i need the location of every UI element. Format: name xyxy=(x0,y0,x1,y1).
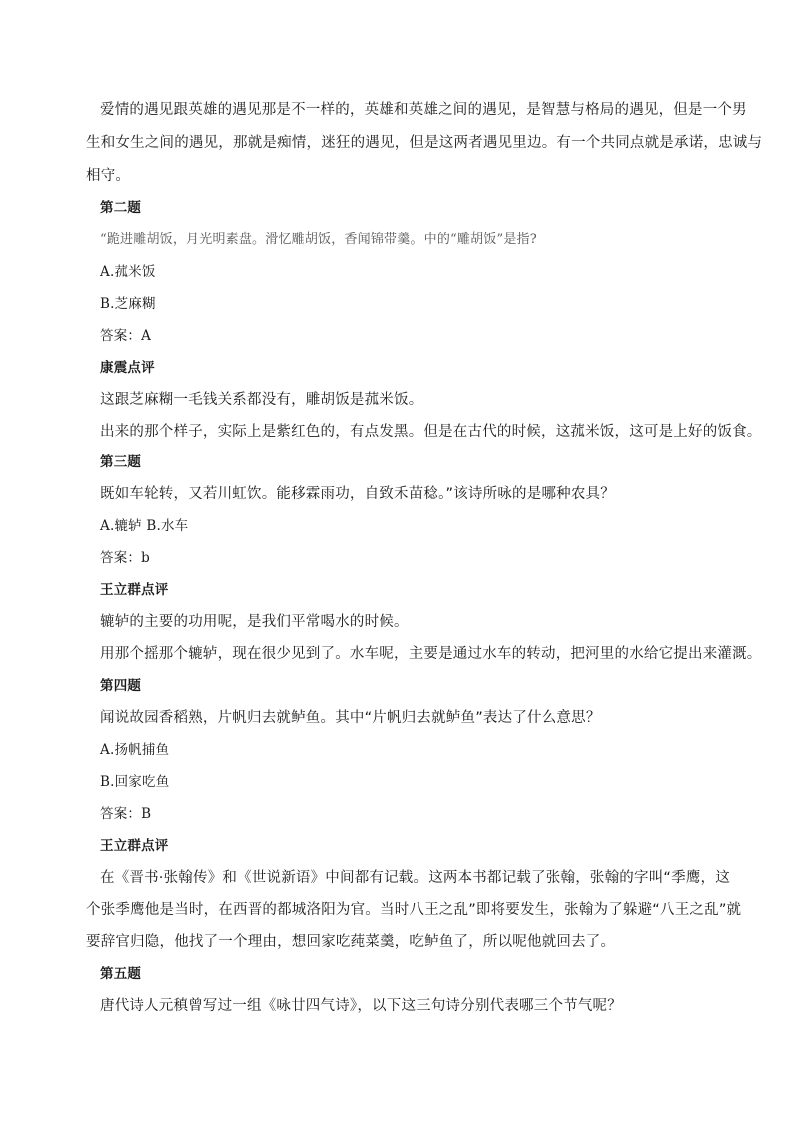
q4-comment-3: 要辞官归隐，他找了一个理由，想回家吃莼菜羹，吃鲈鱼了，所以呢他就回去了。 xyxy=(86,934,616,950)
q4-question: 闻说故园香稻熟，片帆归去就鲈鱼。其中“片帆归去就鲈鱼”表达了什么意思？ xyxy=(100,710,601,726)
q2-comment-2: 出来的那个样子，实际上是紫红色的，有点发黑。但是在古代的时候，这菰米饭，这可是上好的饭食。 xyxy=(100,424,762,440)
q3-options: A.辘轳 B.水车 xyxy=(100,518,189,534)
q3-answer: 答案：b xyxy=(100,550,150,566)
q4-option-a: A.扬帆捕鱼 xyxy=(100,742,170,758)
q2-comment-1: 这跟芝麻糊一毛钱关系都没有，雕胡饭是菰米饭。 xyxy=(100,392,424,408)
q3-title: 第三题 xyxy=(100,454,142,470)
q4-comment-1: 在《晋书·张翰传》和《世说新语》中间都有记载。这两本书都记载了张翰，张翰的字叫“季鹰，这 xyxy=(100,870,730,886)
intro-line-3: 相守。 xyxy=(86,168,131,184)
q3-question: 既如车轮转，又若川虹饮。能移霖雨功，自致禾苗稔。”该诗所咏的是哪种农具？ xyxy=(100,486,615,502)
q2-option-b: B.芝麻糊 xyxy=(100,296,156,312)
q2-commenter: 康震点评 xyxy=(100,360,155,376)
q4-title: 第四题 xyxy=(100,678,142,694)
q4-answer: 答案：B xyxy=(100,806,152,822)
q3-comment-1: 辘轳的主要的功用呢，是我们平常喝水的时候。 xyxy=(100,614,409,630)
intro-line-1: 爱情的遇见跟英雄的遇见那是不一样的，英雄和英雄之间的遇见，是智慧与格局的遇见，但是一个男 xyxy=(100,102,747,118)
q2-option-a: A.菰米饭 xyxy=(100,264,156,280)
q2-question: “跪进雕胡饭，月光明素盘。滑忆雕胡饭，香闻锦带羹。中的“雕胡饭”是指? xyxy=(100,232,537,247)
q5-title: 第五题 xyxy=(100,966,142,982)
q3-comment-2: 用那个摇那个辘轳，现在很少见到了。水车呢，主要是通过水车的转动，把河里的水给它提出来灌溉。 xyxy=(100,646,762,662)
q3-commenter: 王立群点评 xyxy=(100,582,169,598)
q4-commenter: 王立群点评 xyxy=(100,838,169,854)
q2-answer: 答案：A xyxy=(100,328,152,344)
q4-comment-2: 个张季鹰他是当时，在西晋的都城洛阳为官。当时八王之乱”即将要发生，张翰为了躲避“八王之乱”就 xyxy=(86,902,742,918)
q4-option-b: B.回家吃鱼 xyxy=(100,774,170,790)
q5-question: 唐代诗人元稹曾写过一组《咏廿四气诗》，以下这三句诗分别代表哪三个节气呢？ xyxy=(100,998,622,1014)
intro-line-2: 生和女生之间的遇见，那就是痴情，迷狂的遇见，但是这两者遇见里边。有一个共同点就是承诺，忠诚与 xyxy=(86,135,763,151)
q2-title: 第二题 xyxy=(100,200,142,216)
